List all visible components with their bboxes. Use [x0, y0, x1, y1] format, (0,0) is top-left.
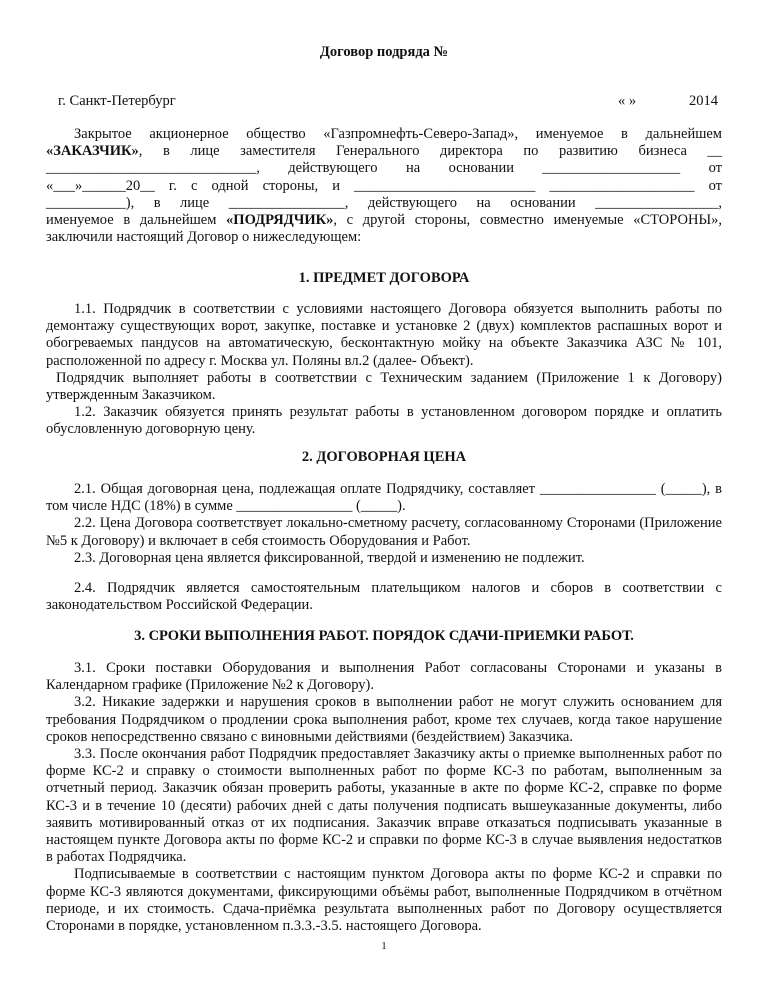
intro-line-6-rest: , с другой стороны, совместно именуемые «СТОРОНЫ», — [333, 212, 722, 229]
intro-line-2-rest: , в лице заместителя Генерального директора по развитию бизнеса __ — [138, 143, 722, 160]
customer-label: «ЗАКАЗЧИК» — [46, 143, 139, 160]
page-number: 1 — [381, 940, 387, 952]
intro-line-7: заключили настоящий Договор о нижеследующем: — [46, 229, 362, 246]
section-2-p2: 2.2. Цена Договора соответствует локально-сметному расчету, согласованному Сторонами (Приложение №5 к Договору) и включает в себя стоимость Оборудования и Работ. — [46, 515, 722, 549]
section-1-p2: Подрядчик выполняет работы в соответствии с Техническим заданием (Приложение 1 к Договору) утвержденным Заказчиком. — [46, 369, 722, 404]
intro-line-3: _____________________________, действующего на основании ___________________ от — [46, 160, 722, 177]
intro-line-2 — [46, 143, 722, 160]
intro-line-4: «___»______20__ г. с одной стороны, и _________________________ ____________________ от — [46, 177, 722, 194]
section-3-heading: 3. СРОКИ ВЫПОЛНЕНИЯ РАБОТ. ПОРЯДОК СДАЧИ-ПРИЕМКИ РАБОТ. — [134, 628, 634, 644]
section-2-p3: 2.3. Договорная цена является фиксированной, твердой и изменению не подлежит. — [74, 549, 585, 566]
section-2-p4: 2.4. Подрядчик является самостоятельным плательщиком налогов и сборов в соответствии с законодательством Российской Федерации. — [46, 580, 722, 614]
section-2-p1: 2.1. Общая договорная цена, подлежащая оплате Подрядчику, составляет ________________ (_____), в том числе НДС (18%) в сумме ________________ (_____). — [46, 481, 722, 515]
section-2-heading: 2. ДОГОВОРНАЯ ЦЕНА — [301, 449, 467, 465]
section-3-p1: 3.1. Сроки поставки Оборудования и выполнения Работ согласованы Сторонами и указаны в Календарном графике (Приложение №2 к Договору). — [46, 660, 722, 694]
section-1-p1: 1.1. Подрядчик в соответствии с условиями настоящего Договора обязуется выполнить работы по демонтажу существующих ворот, закупке, поставке и установке 2 (двух) комплектов распашных ворот и обогреваемых пандусов на автоматическую, бесконтактную мойку на объекте Заказчика АЗС № 101, расположенной по адресу г. Москва ул. Поляны вл.2 (далее- Объект). — [46, 301, 722, 369]
section-2-body — [46, 481, 722, 567]
section-3-p3: 3.3. После окончания работ Подрядчик предоставляет Заказчику акты о приемке выполненных работ по форме КС-2 и справку о стоимости выполненных работ по форме КС-3 по работам, выполненным за отчетный период. Заказчик обязан проверить работы, указанные в акте по форме КС-2, справке по форме КС-3 и в течение 10 (десяти) рабочих дней с даты получения подписать вышеуказанные документы, либо заявить мотивированный отказ от их подписания. Заказчик вправе отказаться подписывать указанные в настоящем пункте Договора акты по форме КС-2 и справки по форме КС-3 в случае выявления недостатков в работах Подрядчика. — [46, 746, 722, 866]
intro-paragraph — [46, 126, 722, 246]
section-1-p3: 1.2. Заказчик обязуется принять результат работы в установленном договором порядке и оплатить обусловленную договорную цену. — [46, 404, 722, 438]
document-title: Договор подряда № — [319, 44, 449, 60]
date-quotes: « » — [618, 93, 637, 109]
section-3-body — [46, 660, 722, 935]
year-label: 2014 — [689, 93, 718, 109]
intro-line-1: Закрытое акционерное общество «Газпромнефть-Северо-Запад», именуемое в дальнейшем — [74, 126, 722, 142]
section-3-p2: 3.2. Никакие задержки и нарушения сроков в выполнении работ не могут служить основанием для требования Подрядчиком о продлении срока выполнения работ, кроме тех случаев, когда такое нарушение сроков непосредственно связано с виновными действиями (бездействием) Заказчика. — [46, 694, 722, 745]
city-label: г. Санкт-Петербург — [58, 93, 176, 109]
intro-line-6 — [46, 212, 722, 229]
section-1-body — [46, 301, 722, 439]
intro-line-6-start: именуемое в дальнейшем — [46, 212, 227, 229]
city-date-row — [58, 93, 718, 111]
intro-line-5: ___________), в лице ________________, действующего на основании _________________, — [46, 194, 722, 211]
section-3-p4: Подписываемые в соответствии с настоящим пунктом Договора акты по форме КС-2 и справки по форме КС-3 являются документами, фиксирующими объёмы работ, выполненные Подрядчиком в отчётном периоде, и их стоимость. Сдача-приёмка результата выполненных работ по Договору осуществляется Сторонами в порядке, установленном п.3.3.-3.5. настоящего Договора. — [46, 866, 722, 935]
section-2-body-b — [46, 580, 722, 614]
section-1-heading: 1. ПРЕДМЕТ ДОГОВОРА — [298, 270, 470, 286]
contractor-label: «ПОДРЯДЧИК» — [226, 212, 334, 229]
